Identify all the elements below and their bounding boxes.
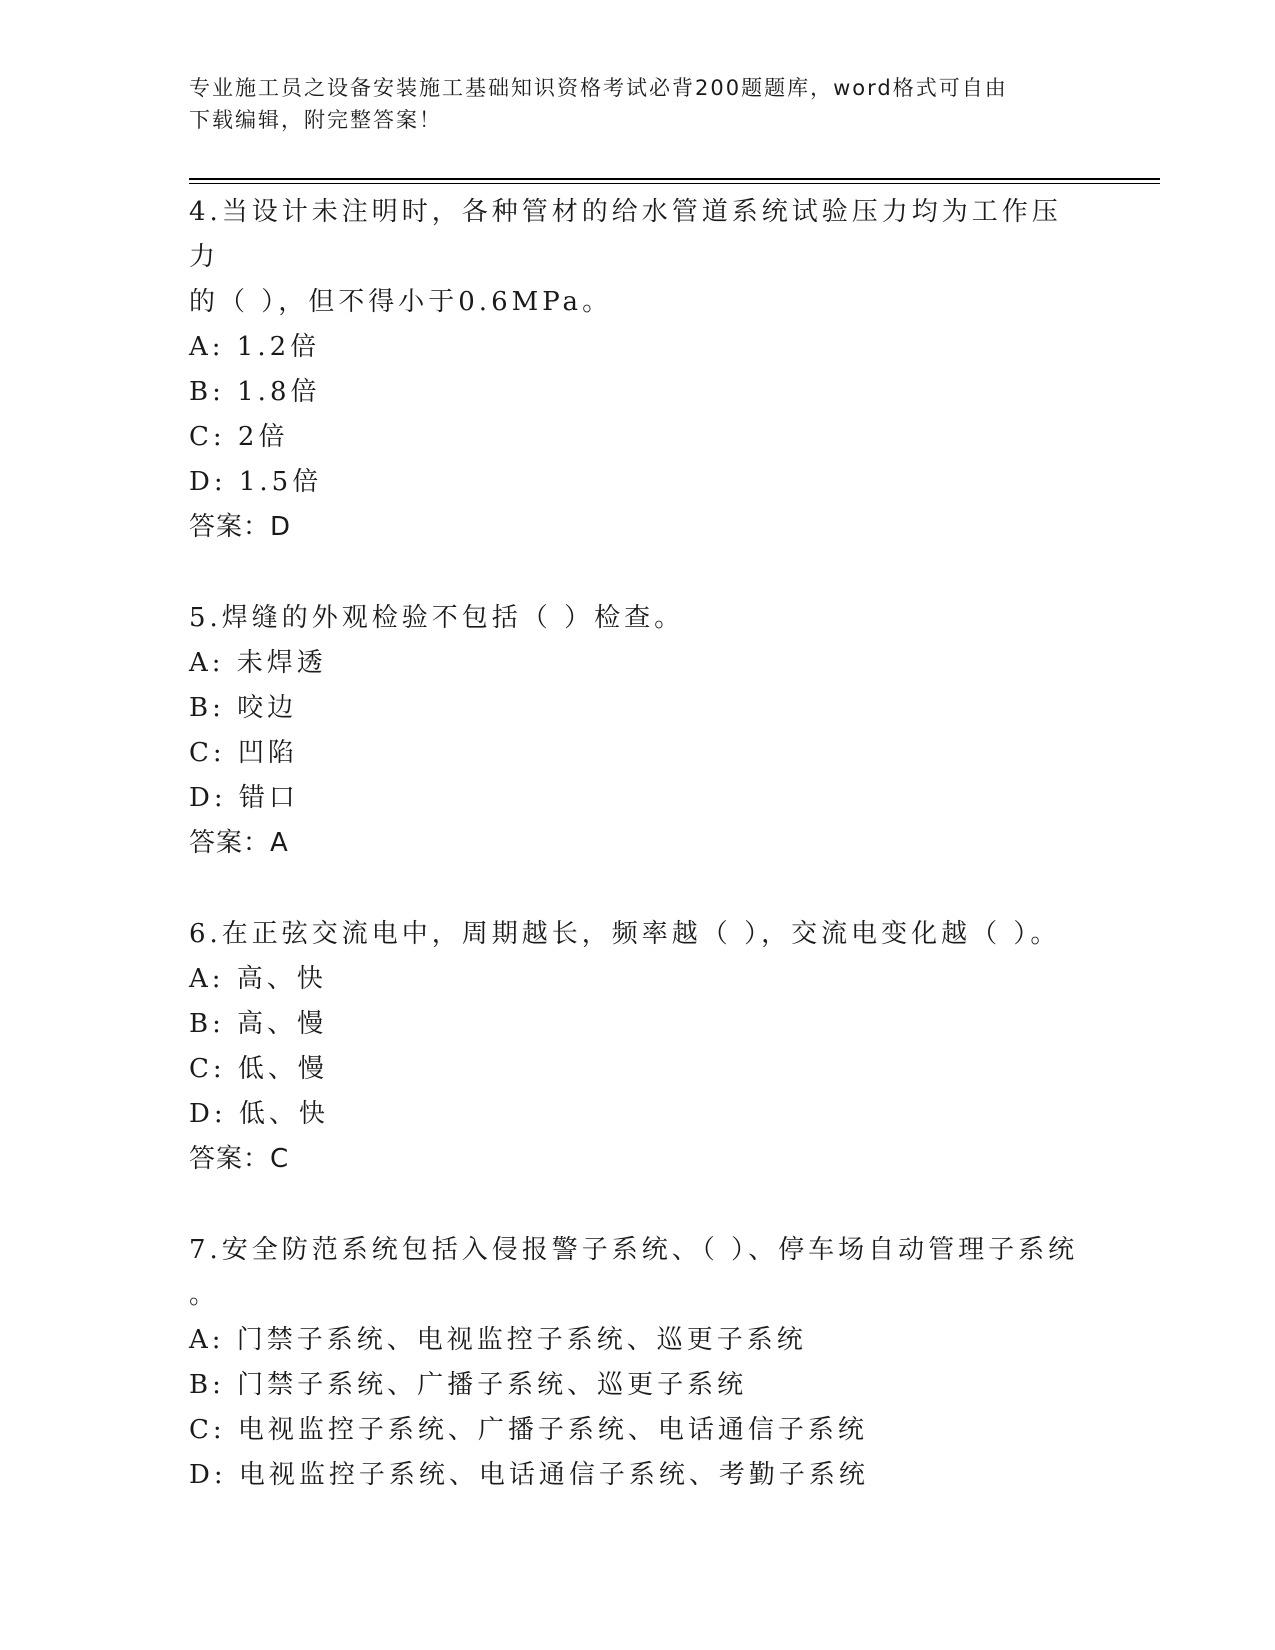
option-b: B: 高、慢 <box>189 1009 328 1039</box>
question-spacer <box>189 866 1089 912</box>
option-a: A: 1.2倍 <box>189 332 321 362</box>
question-spacer <box>189 1182 1089 1228</box>
question-spacer <box>189 550 1089 596</box>
option-b: B: 1.8倍 <box>189 377 321 407</box>
option-c: C: 低、慢 <box>189 1054 328 1084</box>
option-b: B: 门禁子系统、广播子系统、巡更子系统 <box>189 1370 748 1400</box>
header-divider-thin <box>189 183 1160 184</box>
answer-text: 答案：A <box>189 828 289 858</box>
question-5 <box>189 596 1089 866</box>
option-a: A: 高、快 <box>189 964 327 994</box>
header-title-line-2: 下载编辑，附完整答案！ <box>189 108 442 132</box>
question-text-line-1: 6.在正弦交流电中，周期越长，频率越（ ），交流电变化越（ ）。 <box>189 919 1061 949</box>
question-text-line-2: 。 <box>189 1280 220 1310</box>
question-4 <box>189 190 1089 550</box>
option-c: C: 电视监控子系统、广播子系统、电话通信子系统 <box>189 1415 868 1445</box>
option-c: C: 2倍 <box>189 422 289 452</box>
answer-text: 答案：C <box>189 1144 290 1174</box>
question-text-line-1: 4.当设计未注明时，各种管材的给水管道系统试验压力均为工作压力 <box>189 197 1062 272</box>
question-text-line-1: 5.焊缝的外观检验不包括（ ）检查。 <box>189 603 685 633</box>
header-divider-thick <box>189 178 1160 180</box>
option-d: D: 电视监控子系统、电话通信子系统、考勤子系统 <box>189 1460 869 1490</box>
option-d: D: 低、快 <box>189 1099 329 1129</box>
option-a: A: 未焊透 <box>189 648 327 678</box>
question-7 <box>189 1228 1089 1498</box>
question-text-line-2: 的（ ），但不得小于0.6MPa。 <box>189 287 613 317</box>
option-d: D: 1.5倍 <box>189 467 323 497</box>
option-a: A: 门禁子系统、电视监控子系统、巡更子系统 <box>189 1325 807 1355</box>
question-6 <box>189 912 1089 1182</box>
question-list <box>189 190 1089 1498</box>
document-header <box>189 72 1089 136</box>
option-d: D: 错口 <box>189 783 299 813</box>
answer-text: 答案：D <box>189 512 292 542</box>
question-text-line-1: 7.安全防范系统包括入侵报警子系统、（ ）、停车场自动管理子系统 <box>189 1235 1079 1265</box>
option-b: B: 咬边 <box>189 693 298 723</box>
option-c: C: 凹陷 <box>189 738 298 768</box>
header-title-line-1: 专业施工员之设备安装施工基础知识资格考试必背200题题库，word格式可自由 <box>189 76 1008 100</box>
